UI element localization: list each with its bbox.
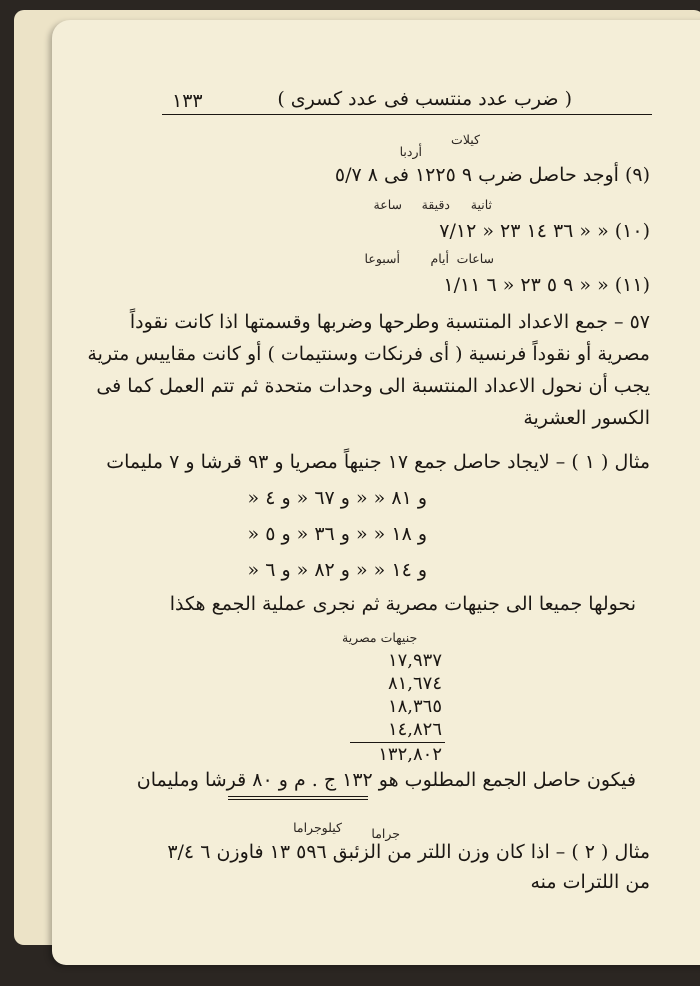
example-1-line: نحولها جميعا الى جنيهات مصرية ثم نجرى عملية الجمع هكذا [169, 593, 636, 615]
section-57-line: ٥٧ – جمع الاعداد المنتسبة وطرحها وضربها وقسمتها اذا كانت نقوداً [129, 311, 650, 333]
example-2-line: مثال ( ٢ ) – اذا كان وزن اللتر من الزئبق ٥٩٦ ١٣ فاوزن ٦ ٣/٤ [167, 841, 650, 863]
section-57-line: الكسور العشرية [523, 407, 650, 429]
unit-label: أردبا [399, 144, 422, 159]
column-header: جنيهات مصرية [342, 630, 418, 645]
sum-rule [350, 742, 445, 743]
result-underline [228, 796, 368, 797]
unit-label: ثانية [470, 197, 492, 212]
running-title: ( ضرب عدد منتسب فى عدد كسرى ) [277, 88, 572, 110]
result-underline [228, 799, 368, 800]
exercise-9: (٩) أوجد حاصل ضرب ٩ ١٢٢٥ فى ٨ ٥/٧ [334, 164, 650, 186]
header-rule [162, 114, 652, 115]
example-1-line: مثال ( ١ ) – لايجاد حاصل جمع ١٧ جنيهاً مصريا و ٩٣ قرشا و ٧ مليمات [106, 451, 650, 473]
addend: ١٧,٩٣٧ [387, 650, 442, 671]
unit-label: ساعات [456, 251, 494, 266]
section-57-line: مصرية أو نقوداً فرنسية ( أى فرنكات وسنتيمات ) أو كانت مقاييس مترية [87, 343, 650, 365]
unit-label: جراما [371, 826, 400, 841]
unit-label: دقيقة [421, 197, 450, 212]
addend: ١٨,٣٦٥ [387, 696, 442, 717]
addend: ٨١,٦٧٤ [387, 673, 442, 694]
sum-total: ١٣٢,٨٠٢ [378, 744, 442, 765]
page-number: ١٣٣ [172, 90, 203, 112]
example-1-line: و ٨١ « « و ٦٧ « و ٤ « [247, 487, 427, 509]
book-page [52, 20, 700, 965]
example-1-line: و ١٤ « « و ٨٢ « و ٦ « [247, 559, 427, 581]
addend: ١٤,٨٢٦ [387, 719, 442, 740]
unit-label: أيام [430, 251, 449, 266]
example-1-result: فيكون حاصل الجمع المطلوب هو ١٣٢ ج . م و ٨٠ قرشا ومليمان [136, 769, 636, 791]
example-2-line: من اللترات منه [530, 871, 650, 893]
unit-label: كيلوجراما [293, 820, 342, 835]
section-57-line: يجب أن نحول الاعداد المنتسبة الى وحدات متحدة ثم تتم العمل كما فى [96, 375, 650, 397]
unit-label: كيلات [451, 132, 480, 147]
example-1-line: و ١٨ « « و ٣٦ « و ٥ « [247, 523, 427, 545]
unit-label: أسبوعا [364, 251, 400, 266]
exercise-11: (١١) « « ٩ ٥ ٢٣ « ٦ ١/١١ [443, 274, 650, 296]
exercise-10: (١٠) « « ٣٦ ١٤ ٢٣ « ٧/١٢ [439, 220, 650, 242]
unit-label: ساعة [373, 197, 402, 212]
